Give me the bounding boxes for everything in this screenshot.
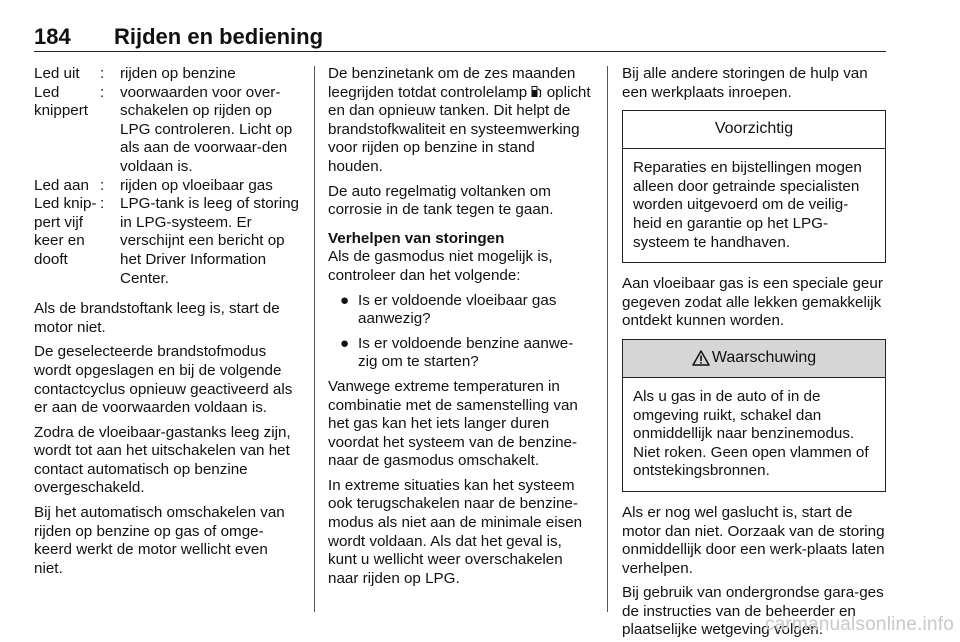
paragraph: Bij gebruik van ondergrondse gara-ges de instructies van de beheerder en plaatselijke wetgeving volgen. [622,584,884,639]
led-row [34,195,300,288]
led-description: rijden op vloeibaar gas [120,176,273,194]
list-item-text: Is er voldoende benzine aanwe-zig om te starten? [358,334,574,371]
paragraph: Bij alle andere storingen de hulp van een werkplaats inroepen. [622,65,868,101]
paragraph: Aan vloeibaar gas is een speciale geur gegeven zodat alle lekken gemakkelijk ontdekt kunnen worden. [622,275,883,330]
caution-body: Reparaties en bijstellingen mogen alleen door getrainde specialisten worden uitgevoerd om de veilig-heid en garantie op het LPG-systeem te handhaven. [633,159,862,251]
caution-title: Voorzichtig [714,120,794,138]
text-span: De benzinetank om de zes maanden leegrijden totdat controlelamp [328,65,576,101]
warning-triangle-icon [692,350,710,366]
led-status-table [34,65,300,288]
page-header [34,24,886,52]
led-term: Led uit [34,65,80,82]
bullet-icon: ● [340,334,350,352]
paragraph [328,65,592,177]
paragraph: In extreme situaties kan het systeem ook terugschakelen naar de benzine-modus als niet aan de minimale eisen wordt voldaan. Als dat het geval is, kunt u wellicht weer overschakelen naar rijden op LPG. [328,476,583,587]
paragraph: Bij het automatisch omschakelen van rijden op benzine op gas of omge-keerd werkt de motor wellicht even niet. [34,504,285,577]
warning-box [622,339,886,492]
colon: : [100,176,105,194]
led-description: rijden op benzine [120,65,236,82]
warning-title: Waarschuwing [711,349,817,367]
text-span: oplicht en dan opnieuw tanken. Dit helpt de brandstofkwaliteit en systeemwerking voor rijden op benzine in stand houden. [328,83,591,175]
fuel-lamp-icon [531,85,542,98]
caution-header [623,111,885,149]
paragraph: Als de gasmodus niet mogelijk is, controleer dan het volgende: [328,248,553,284]
led-term: Led knip-pert vijf keer en dooft [34,195,97,268]
paragraph: Vanwege extreme temperaturen in combinatie met de samenstelling van het gas kan het iets langer duren voordat het systeem van de benzine-naar de gasmodus omschakelt. [328,377,578,470]
list-item [328,335,592,372]
warning-header [623,340,885,378]
led-term: Led knippert [34,83,89,120]
led-row [34,65,300,84]
bullet-icon: ● [340,291,350,309]
paragraph: De geselecteerde brandstofmodus wordt opgeslagen en bij de volgende contactcyclus opnieuw geactiveerd als er aan de voorwaarden voldaan is. [34,343,293,417]
colon: : [100,83,105,101]
section-heading: Verhelpen van storingen [328,229,505,247]
checklist [328,292,592,372]
column-divider [314,66,315,612]
column-3 [622,65,886,642]
warning-body: Als u gas in de auto of in de omgeving ruikt, schakel dan onmiddellijk naar benzinemodus. Niet roken. Geen open vlammen of ontstekingsbronnen. [633,387,869,480]
paragraph: De auto regelmatig voltanken om corrosie in de tank tegen te gaan. [328,182,554,219]
list-item-text: Is er voldoende vloeibaar gas aanwezig? [358,291,557,328]
column-2 [328,65,592,594]
caution-box [622,110,886,263]
list-item [328,292,592,329]
colon: : [100,65,105,82]
led-row [34,84,300,177]
page-title: Rijden en bediening [114,24,324,49]
column-divider [607,66,608,612]
paragraph: Als de brandstoftank leeg is, start de motor niet. [34,300,280,336]
led-row [34,177,300,196]
watermark: carmanualsonline.info [764,614,954,635]
column-1 [34,65,300,584]
paragraph: Zodra de vloeibaar-gastanks leeg zijn, wordt tot aan het uitschakelen van het contact automatisch op benzine overgeschakeld. [34,423,291,497]
paragraph: Als er nog wel gaslucht is, start de motor dan niet. Oorzaak van de storing onmiddellijk door een werk-plaats laten verhelpen. [622,503,885,577]
led-description: voorwaarden voor over-schakelen op rijden op LPG controleren. Licht op als aan de voorwaar-den voldaan is. [120,83,293,175]
page-number: 184 [34,24,71,49]
led-description: LPG-tank is leeg of storing in LPG-systeem. Er verschijnt een bericht op het Driver Information Center. [120,195,299,287]
led-term: Led aan [34,176,89,194]
colon: : [100,195,105,213]
